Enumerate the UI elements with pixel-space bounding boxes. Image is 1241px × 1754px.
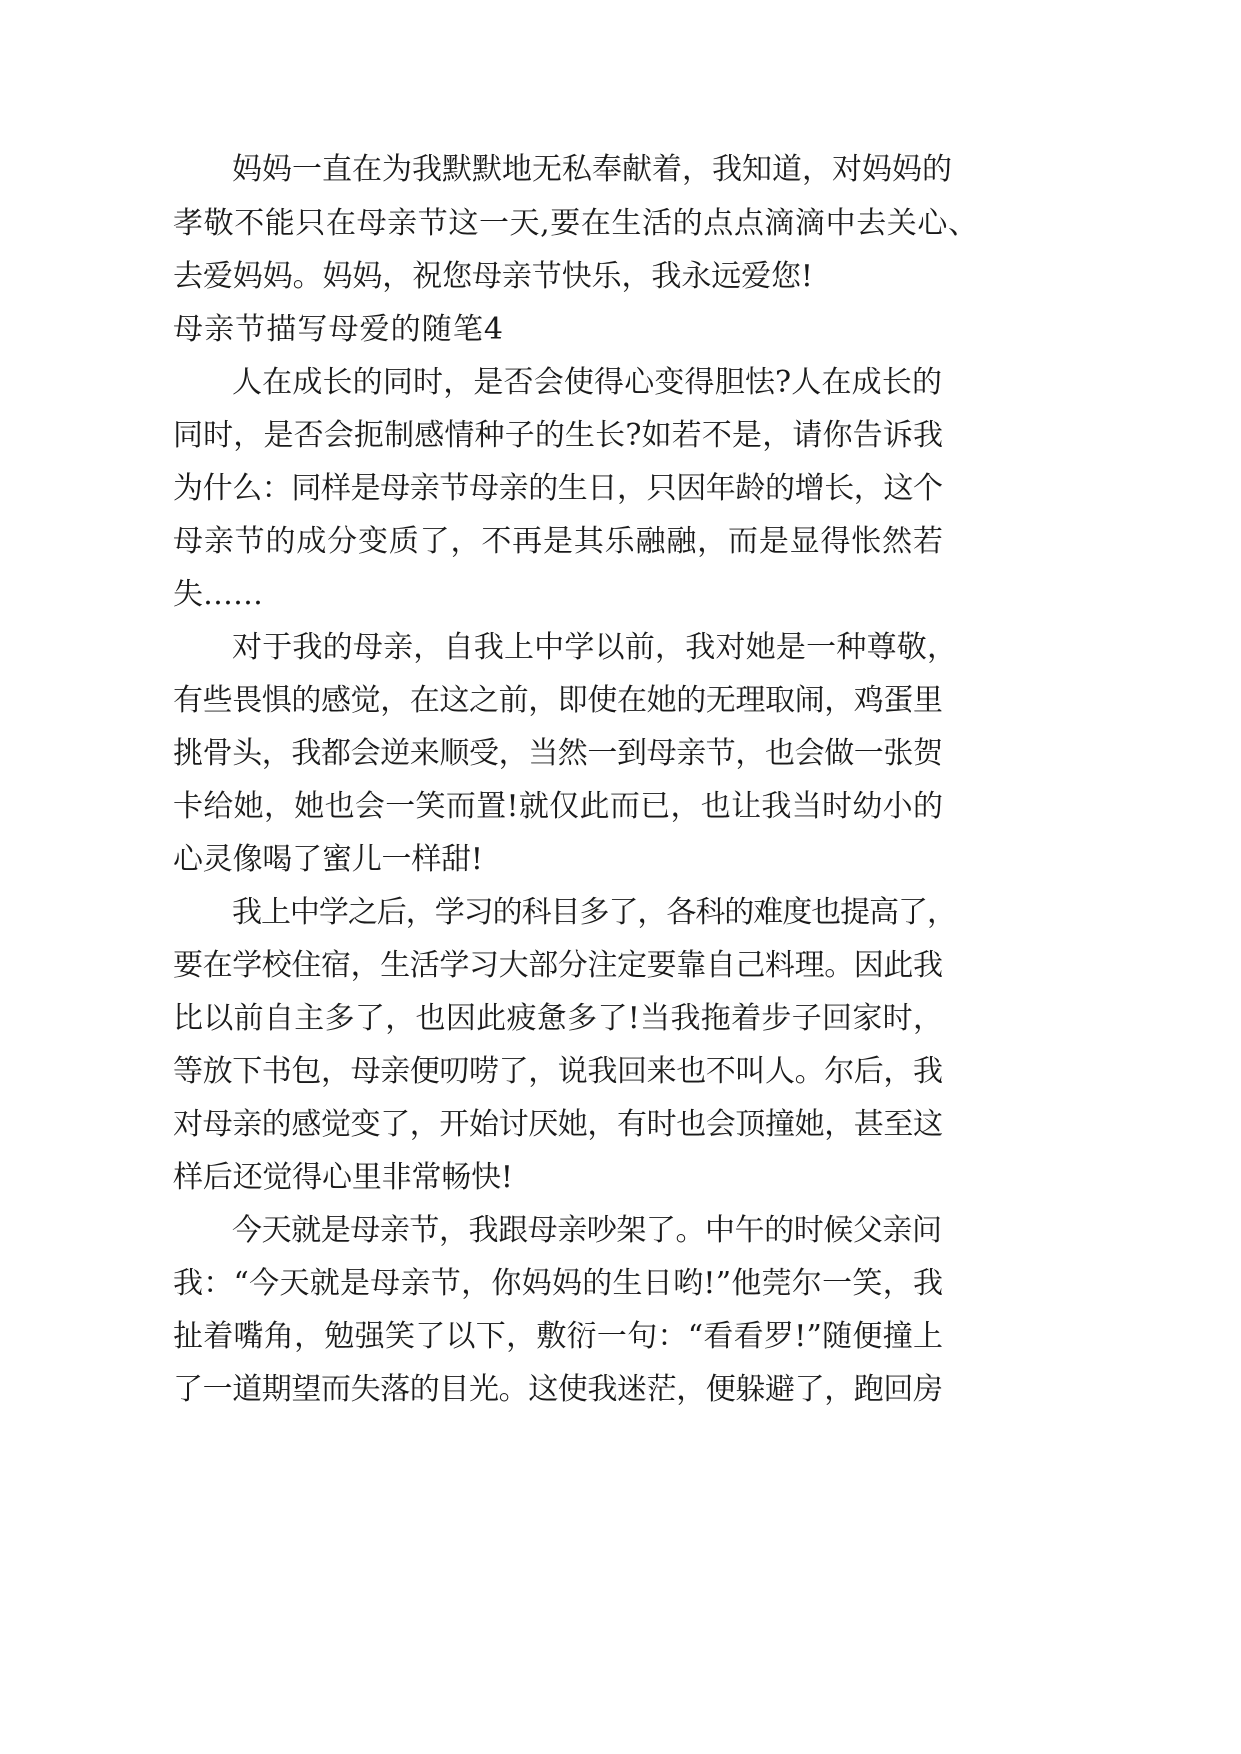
section-heading: 母亲节描写母爱的随笔4 [173, 312, 505, 347]
text-line-15: 我上中学之后，学习的科目多了，各科的难度也提高了， [232, 895, 956, 930]
text-line-16: 要在学校住宿，生活学习大部分注定要靠自己料理。因此我 [173, 948, 943, 983]
text-line-8: 母亲节的成分变质了，不再是其乐融融，而是显得怅然若 [173, 524, 944, 559]
text-line-10: 对于我的母亲，自我上中学以前，我对她是一种尊敬， [232, 630, 958, 665]
text-line-12: 挑骨头，我都会逆来顺受，当然一到母亲节，也会做一张贺 [173, 736, 943, 771]
text-line-5: 人在成长的同时，是否会使得心变得胆怯?人在成长的 [232, 365, 943, 400]
text-line-19: 对母亲的感觉变了，开始讨厌她，有时也会顶撞她，甚至这 [173, 1107, 943, 1142]
text-line-18: 等放下书包，母亲便叨唠了，说我回来也不叫人。尔后，我 [173, 1054, 943, 1089]
text-line-3: 去爱妈妈。妈妈，祝您母亲节快乐，我永远爱您! [173, 259, 813, 294]
text-line-7: 为什么：同样是母亲节母亲的生日，只因年龄的增长，这个 [173, 471, 943, 506]
text-line-24: 了一道期望而失落的目光。这使我迷茫，便躲避了，跑回房 [173, 1372, 943, 1407]
text-line-13: 卡给她，她也会一笑而置!就仅此而已，也让我当时幼小的 [173, 789, 944, 824]
text-line-11: 有些畏惧的感觉，在这之前，即使在她的无理取闹，鸡蛋里 [173, 683, 943, 718]
text-line-14: 心灵像喝了蜜儿一样甜! [173, 842, 483, 877]
text-line-2: 孝敬不能只在母亲节这一天,要在生活的点点滴滴中去关心、 [173, 206, 979, 241]
text-line-17: 比以前自主多了，也因此疲惫多了!当我拖着步子回家时， [173, 1001, 944, 1036]
text-line-20: 样后还觉得心里非常畅快! [173, 1160, 513, 1195]
text-line-23: 扯着嘴角，勉强笑了以下，敷衍一句：“看看罗!”随便撞上 [173, 1319, 944, 1354]
text-line-9: 失…… [173, 577, 263, 612]
text-line-22: 我：“今天就是母亲节，你妈妈的生日哟!”他莞尔一笑，我 [173, 1266, 944, 1301]
text-line-6: 同时，是否会扼制感情种子的生长?如若不是，请你告诉我 [173, 418, 944, 453]
text-line-1: 妈妈一直在为我默默地无私奉献着，我知道，对妈妈的 [232, 152, 952, 187]
text-line-21: 今天就是母亲节，我跟母亲吵架了。中午的时候父亲问 [232, 1213, 942, 1248]
